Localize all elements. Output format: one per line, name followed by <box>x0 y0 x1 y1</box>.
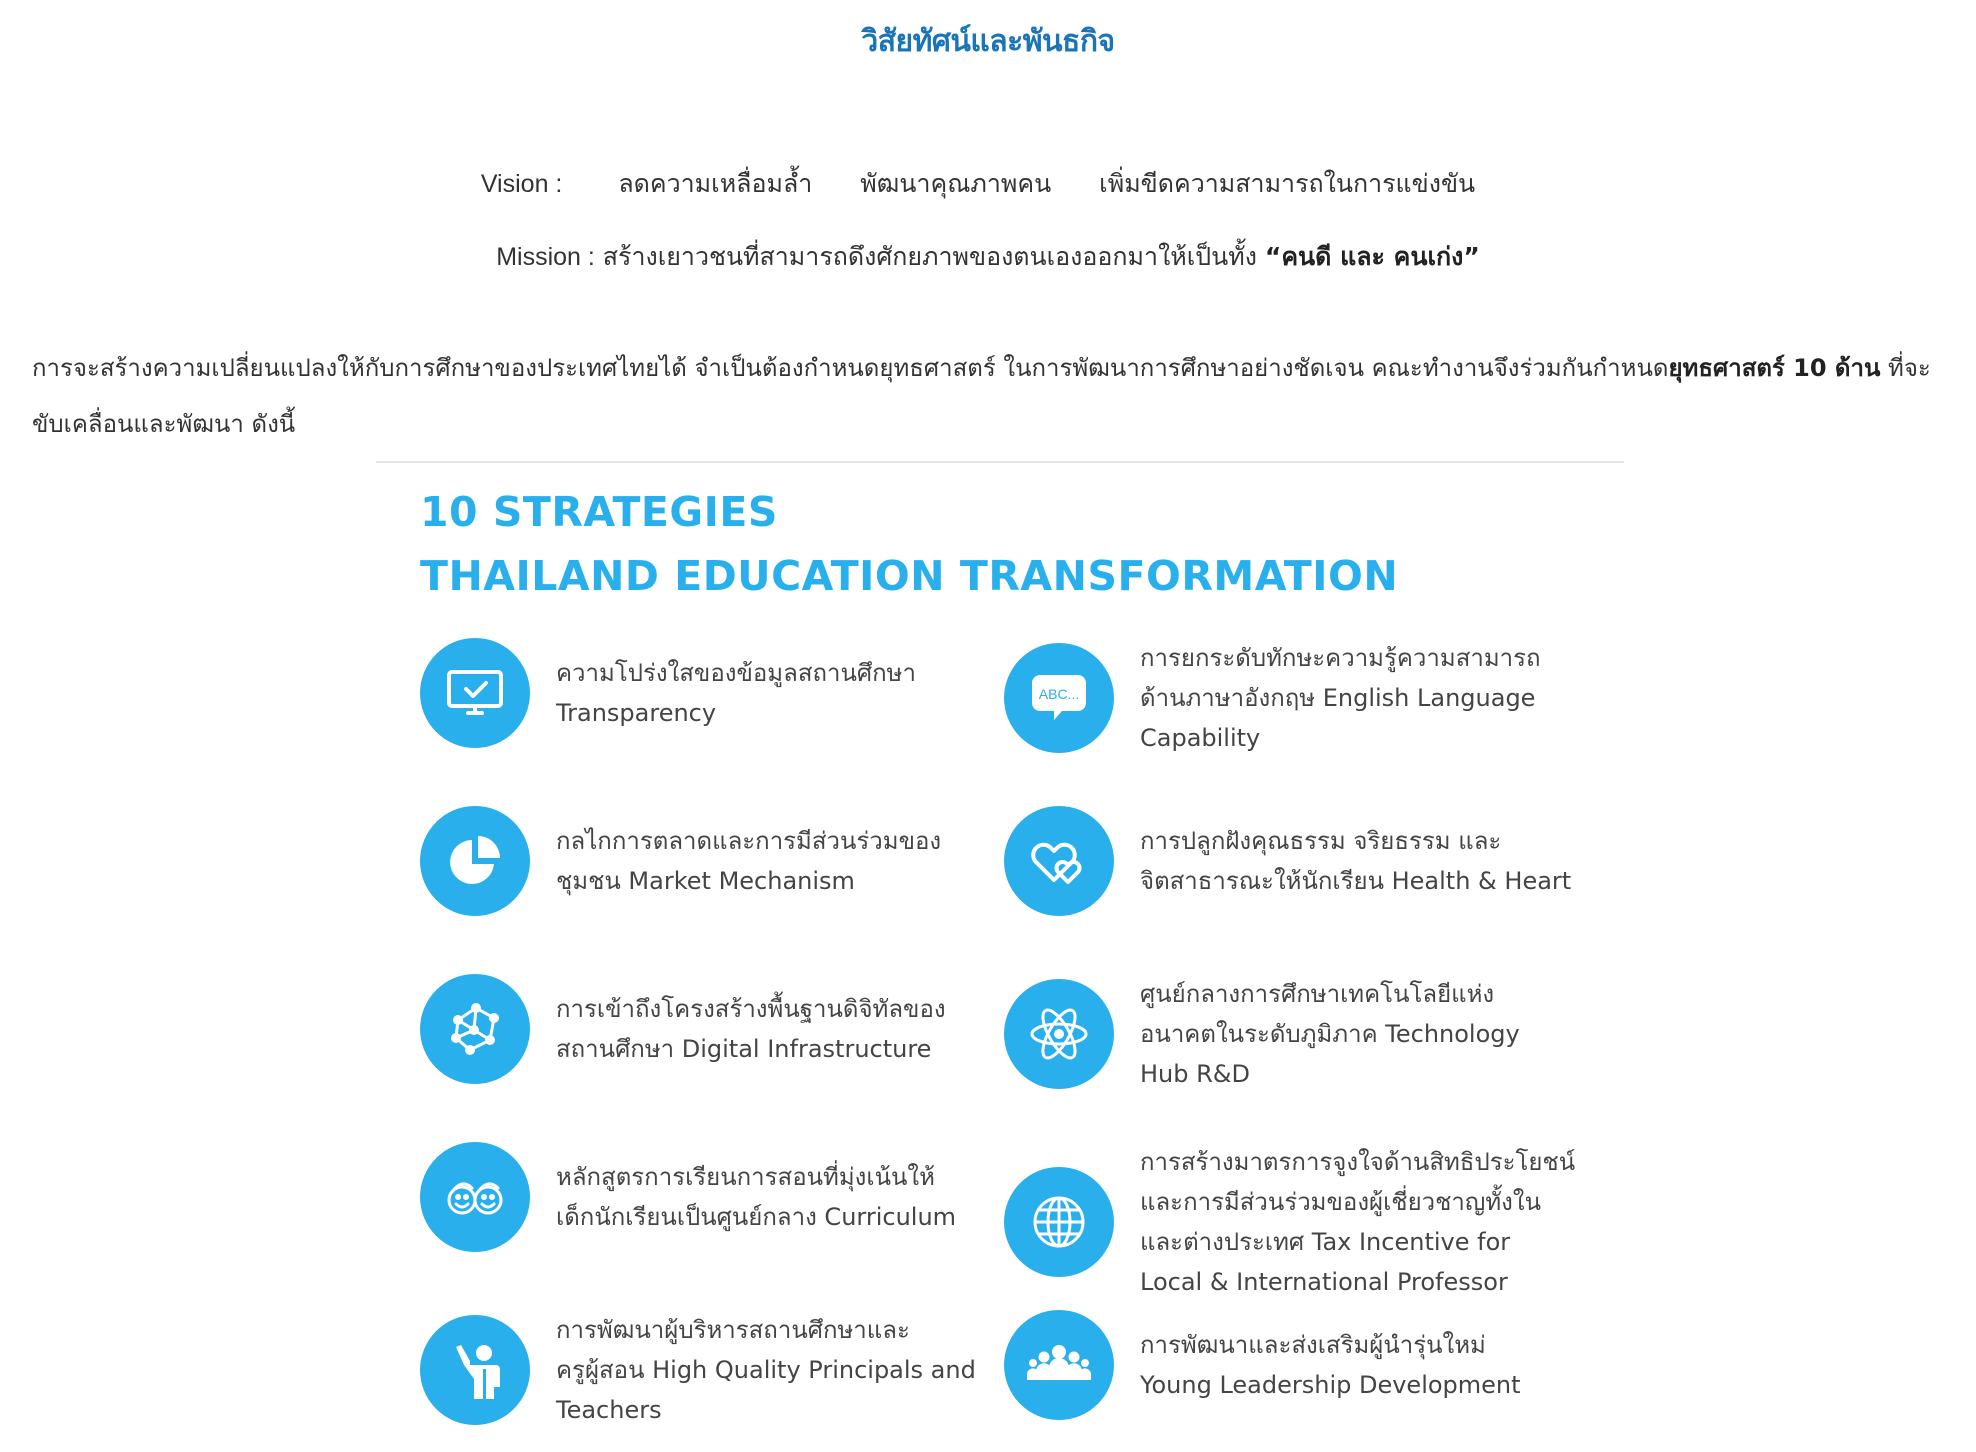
intro-paragraph <box>32 340 1944 452</box>
strategy-text <box>1140 821 1571 901</box>
strategy-item-principals-teachers <box>420 1310 976 1430</box>
strategy-line: หลักสูตรการเรียนการสอนที่มุ่งเน้นให้ <box>556 1163 935 1191</box>
hearts-icon <box>1004 806 1114 916</box>
strategy-line: อนาคตในระดับภูมิภาค Technology <box>1140 1020 1520 1048</box>
infographic-title <box>420 480 1398 608</box>
mission-label: Mission : <box>496 243 595 271</box>
page-title: วิสัยทัศน์และพันธกิจ <box>861 24 1115 59</box>
strategy-item-tax-incentive <box>1004 1142 1575 1302</box>
strategy-text <box>556 821 941 901</box>
strategy-text <box>556 1157 956 1237</box>
group-people-icon <box>1004 1310 1114 1420</box>
strategy-line: การพัฒนาและส่งเสริมผู้นำรุ่นใหม่ <box>1140 1331 1486 1359</box>
strategy-line: เด็กนักเรียนเป็นศูนย์กลาง Curriculum <box>556 1203 957 1231</box>
atom-icon <box>1004 979 1114 1089</box>
mission-statement <box>0 237 1976 277</box>
globe-icon <box>1004 1167 1114 1277</box>
vision-item: ลดความเหลื่อมล้ำ <box>618 169 813 198</box>
strategy-text <box>1140 1142 1575 1302</box>
vision-item: พัฒนาคุณภาพคน <box>860 169 1052 198</box>
intro-text: การจะสร้างความเปลี่ยนแปลงให้กับการศึกษาของประเทศไทยได้ จำเป็นต้องกำหนดยุทธศาสตร์ ในการพัฒนาการศึกษาอย่างชัดเจน คณะทำงานจึงร่วมกันกำหนด <box>32 354 1669 382</box>
mission-emphasis: “คนดี และ คนเก่ง” <box>1264 242 1480 271</box>
vision-statement <box>0 164 1976 204</box>
network-cube-icon <box>420 974 530 1084</box>
strategy-line: และต่างประเทศ Tax Incentive for <box>1140 1228 1511 1256</box>
strategy-line: Transparency <box>556 699 717 727</box>
strategy-line: Capability <box>1140 724 1261 752</box>
strategy-line: กลไกการตลาดและการมีส่วนร่วมของ <box>556 827 942 855</box>
infographic-title-line: 10 STRATEGIES <box>420 488 778 536</box>
strategy-item-english <box>1004 638 1541 758</box>
monitor-check-icon <box>420 638 530 748</box>
strategy-line: ความโปร่งใสของข้อมูลสถานศึกษา <box>556 659 916 687</box>
strategy-text <box>1140 1325 1521 1405</box>
strategy-item-digital-infrastructure <box>420 974 946 1084</box>
strategy-line: และการมีส่วนร่วมของผู้เชี่ยวชาญทั้งใน <box>1140 1188 1542 1216</box>
strategy-line: สถานศึกษา Digital Infrastructure <box>556 1035 932 1063</box>
strategy-item-transparency <box>420 638 916 748</box>
intro-text-end: ที่จะขับเคลื่อนและพัฒนา ดังนี้ <box>32 354 1931 438</box>
strategy-text <box>1140 974 1520 1094</box>
strategy-line: ศูนย์กลางการศึกษาเทคโนโลยีแห่ง <box>1140 980 1495 1008</box>
vision-label: Vision : <box>480 170 563 198</box>
strategy-line: จิตสาธารณะให้นักเรียน Health & Heart <box>1140 867 1572 895</box>
intro-bold-text: ยุทธศาสตร์ 10 ด้าน <box>1668 354 1881 382</box>
strategy-line: ด้านภาษาอังกฤษ English Language <box>1140 684 1536 712</box>
svg-text:ABC...: ABC... <box>1038 686 1080 702</box>
pie-chart-icon <box>420 806 530 916</box>
strategy-line: Young Leadership Development <box>1140 1371 1521 1399</box>
strategy-item-curriculum <box>420 1142 956 1252</box>
strategy-line: การเข้าถึงโครงสร้างพื้นฐานดิจิทัลของ <box>556 995 946 1023</box>
mission-text: สร้างเยาวชนที่สามารถดึงศักยภาพของตนเองออกมาให้เป็นทั้ง <box>594 242 1265 271</box>
divider <box>376 461 1624 463</box>
strategy-text <box>556 1310 976 1430</box>
strategy-item-market <box>420 806 941 916</box>
strategy-line: ชุมชน Market Mechanism <box>556 867 855 895</box>
strategy-line: การยกระดับทักษะความรู้ความสามารถ <box>1140 644 1541 672</box>
strategy-text <box>1140 638 1541 758</box>
strategy-line: การพัฒนาผู้บริหารสถานศึกษาและ <box>556 1316 910 1344</box>
strategy-item-health-heart <box>1004 806 1571 916</box>
strategy-item-technology-hub <box>1004 974 1520 1094</box>
strategy-item-young-leadership <box>1004 1310 1521 1420</box>
strategy-text <box>556 989 946 1069</box>
strategy-line: Teachers <box>556 1396 662 1424</box>
strategy-line: การปลูกฝังคุณธรรม จริยธรรม และ <box>1140 827 1502 855</box>
strategy-text <box>556 653 916 733</box>
strategy-line: Local & International Professor <box>1140 1268 1508 1296</box>
strategy-line: การสร้างมาตรการจูงใจด้านสิทธิประโยชน์ <box>1140 1148 1576 1176</box>
teacher-pointing-icon <box>420 1315 530 1425</box>
strategy-line: Hub R&D <box>1140 1060 1250 1088</box>
children-faces-icon <box>420 1142 530 1252</box>
strategy-line: ครูผู้สอน High Quality Principals and <box>556 1356 976 1384</box>
vision-item: เพิ่มขีดความสามารถในการแข่งขัน <box>1099 169 1476 198</box>
infographic-title-line: THAILAND EDUCATION TRANSFORMATION <box>420 552 1399 600</box>
abc-speech-bubble-icon <box>1004 643 1114 753</box>
